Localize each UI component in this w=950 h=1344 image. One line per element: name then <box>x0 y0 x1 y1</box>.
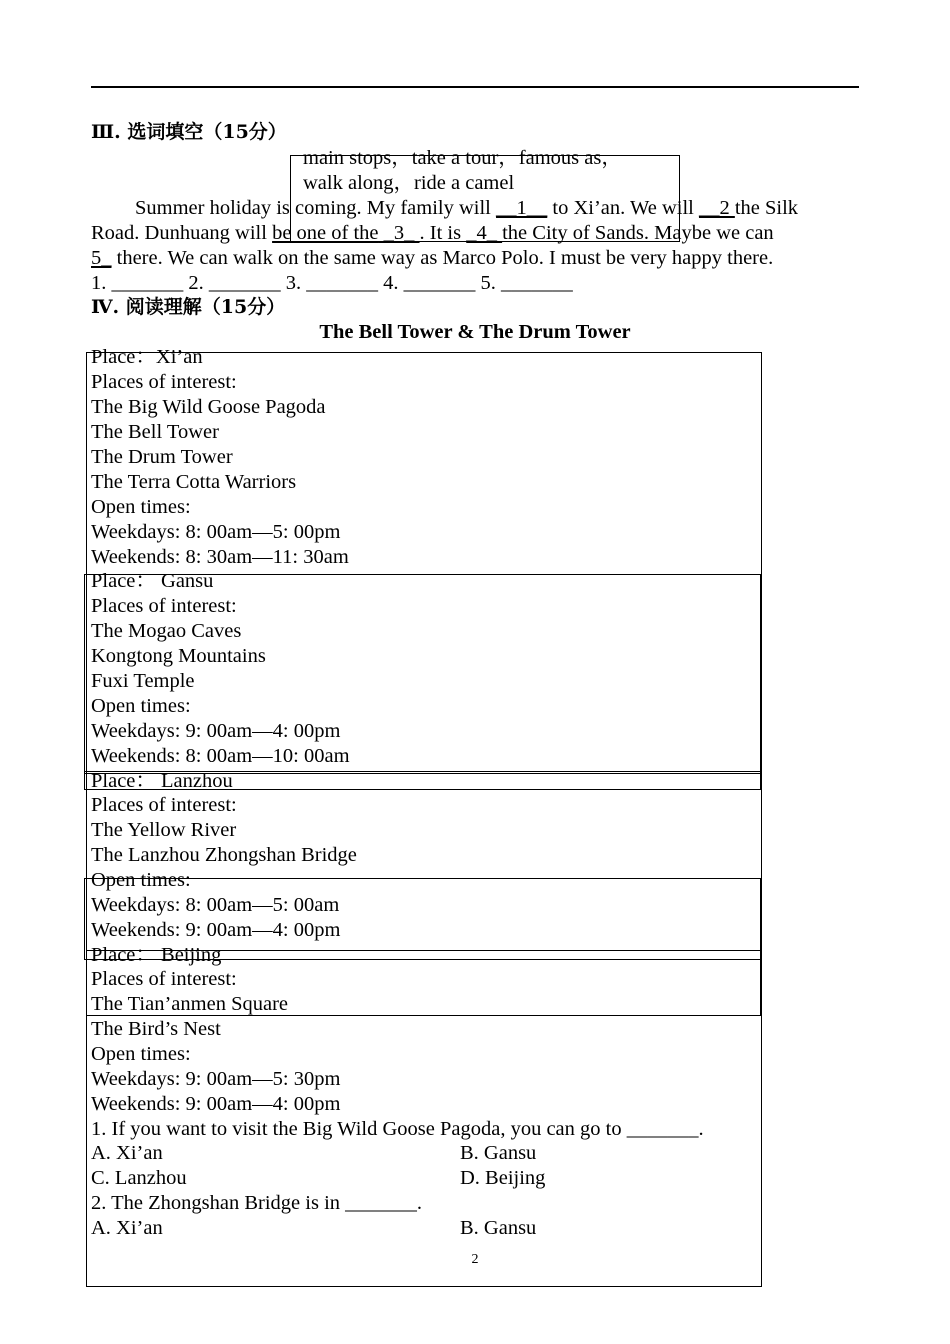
place-line: Open times: <box>91 695 191 717</box>
blank-5: 5_ <box>91 247 112 269</box>
place-line: Place：Xi’an <box>91 346 203 368</box>
place-line: Weekdays: 8: 00am—5: 00pm <box>91 521 341 543</box>
blank-4: _4_ <box>466 222 503 244</box>
place-line: Kongtong Mountains <box>91 645 266 667</box>
passage-text: Summer holiday is coming. My family will <box>135 197 497 219</box>
place-line: Open times: <box>91 496 191 518</box>
page-number: 2 <box>471 1252 479 1267</box>
place-line: The Terra Cotta Warriors <box>91 471 297 493</box>
place-line: Place： Lanzhou <box>91 770 233 792</box>
reading-title: The Bell Tower & The Drum Tower <box>319 321 631 343</box>
place-line: Weekends: 9: 00am—4: 00pm <box>91 919 341 941</box>
place-line: Open times: <box>91 1043 191 1065</box>
option-a[interactable]: A. Xi’an <box>91 1142 163 1164</box>
option-a[interactable]: A. Xi’an <box>91 1217 163 1239</box>
header-rule <box>91 86 859 88</box>
place-line: The Bell Tower <box>91 421 219 443</box>
place-line: Place： Gansu <box>91 570 214 592</box>
place-line: Weekends: 9: 00am—4: 00pm <box>91 1093 341 1115</box>
place-line: The Tian’anmen Square <box>91 993 288 1015</box>
option-c[interactable]: C. Lanzhou <box>91 1167 187 1189</box>
section4-heading: Ⅳ. 阅读理解（15分） <box>91 296 286 318</box>
word-bank-line1: main stops，take a tour，famous as， <box>303 147 622 169</box>
blank-3: _3_ <box>378 222 420 244</box>
passage-line3 <box>91 246 773 271</box>
question-stem: 1. If you want to visit the Big Wild Goose Pagoda, you can go to _______. <box>91 1118 704 1140</box>
passage-text: the Silk <box>734 197 799 219</box>
option-b[interactable]: B. Gansu <box>460 1142 537 1164</box>
place-line: Weekdays: 8: 00am—5: 00am <box>91 894 340 916</box>
blank-1: __1__ <box>496 197 548 219</box>
place-line: Fuxi Temple <box>91 670 195 692</box>
place-line: Weekdays: 9: 00am—5: 30pm <box>91 1068 341 1090</box>
place-line: The Lanzhou Zhongshan Bridge <box>91 844 357 866</box>
place-line: Places of interest: <box>91 371 237 393</box>
place-line: Places of interest: <box>91 968 237 990</box>
place-line: Weekdays: 9: 00am—4: 00pm <box>91 720 341 742</box>
place-line: Weekends: 8: 00am—10: 00am <box>91 745 350 767</box>
passage-text: there. We can walk on the same way as Marco Polo. I must be very happy there. <box>111 247 774 269</box>
place-line: Places of interest: <box>91 794 237 816</box>
place-line: Weekends: 8: 30am—11: 30am <box>91 546 349 568</box>
passage-line1 <box>135 196 798 221</box>
place-line: Place： Beijing <box>91 944 222 966</box>
passage-text: . It is <box>419 222 467 244</box>
passage-text: to Xi’an. We will <box>547 197 699 219</box>
place-line: The Big Wild Goose Pagoda <box>91 396 326 418</box>
option-b[interactable]: B. Gansu <box>460 1217 537 1239</box>
passage-text: the City of Sands. Maybe we can <box>502 222 774 244</box>
passage-line2 <box>91 221 774 246</box>
place-line: The Yellow River <box>91 819 237 841</box>
section3-heading: Ⅲ. 选词填空（15分） <box>91 121 287 143</box>
underlined-phrase: be one of the <box>272 222 379 244</box>
passage-text: Road. Dunhuang will <box>91 222 273 244</box>
question-stem: 2. The Zhongshan Bridge is in _______. <box>91 1192 423 1214</box>
option-d[interactable]: D. Beijing <box>460 1167 546 1189</box>
place-line: The Drum Tower <box>91 446 233 468</box>
place-line: The Bird’s Nest <box>91 1018 221 1040</box>
answer-blanks[interactable]: 1. _______ 2. _______ 3. _______ 4. _______ 5. _______ <box>91 272 573 294</box>
word-bank-line2: walk along，ride a camel <box>303 172 515 194</box>
place-line: Places of interest: <box>91 595 237 617</box>
place-line: The Mogao Caves <box>91 620 242 642</box>
blank-2: __2 <box>698 197 735 219</box>
place-line: Open times: <box>91 869 191 891</box>
